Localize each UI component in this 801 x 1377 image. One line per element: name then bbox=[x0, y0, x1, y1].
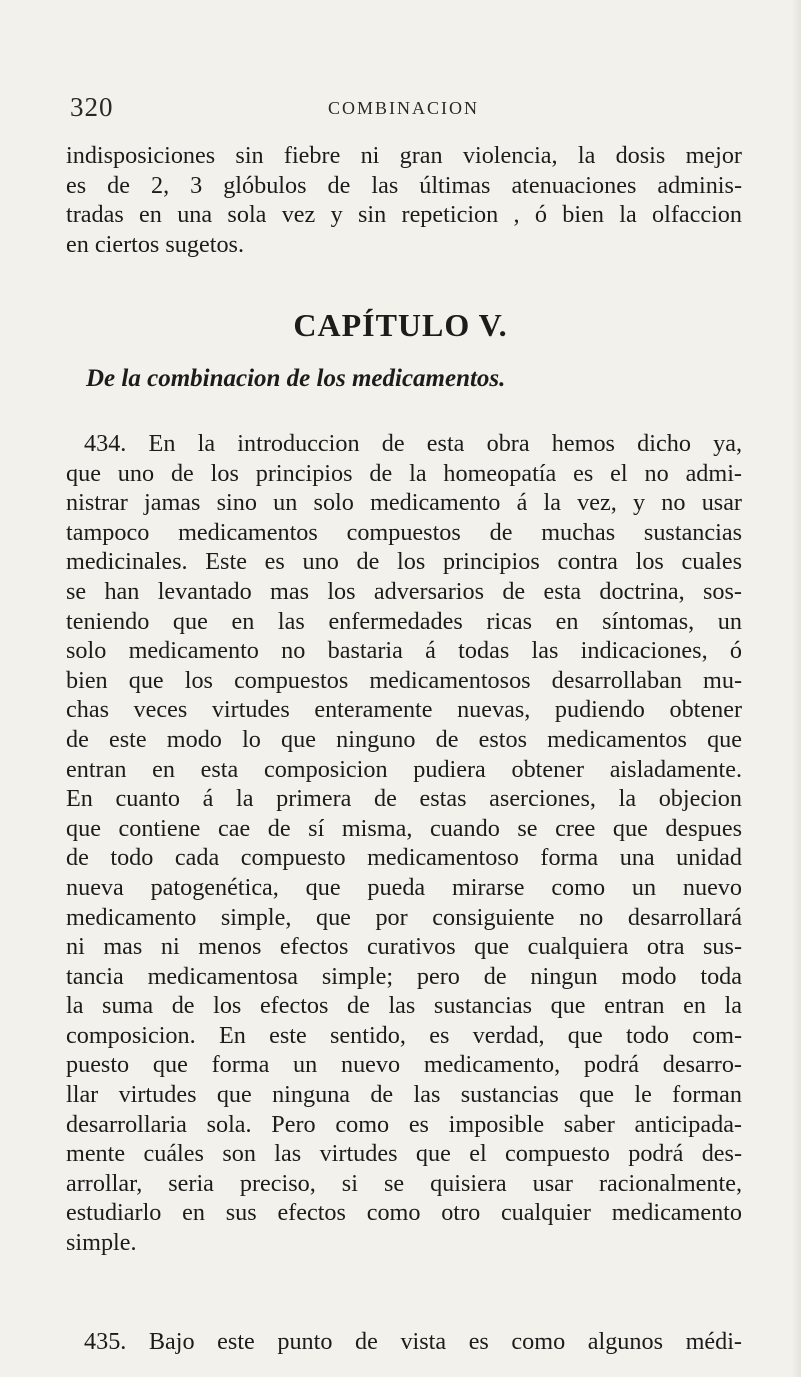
running-title: COMBINACION bbox=[328, 98, 480, 118]
text-line: desarrollaria sola. Pero como es imposible saber anticipada- bbox=[66, 1110, 742, 1138]
text-line: que contiene cae de sí misma, cuando se cree que despues bbox=[66, 814, 742, 842]
text-line: indisposiciones sin fiebre ni gran violencia, la dosis mejor bbox=[66, 142, 742, 169]
text-line: simple. bbox=[66, 1229, 137, 1257]
text-line: mente cuáles son las virtudes que el compuesto podrá des- bbox=[66, 1140, 742, 1168]
chapter-subtitle: De la combinacion de los medicamentos. bbox=[86, 365, 506, 392]
text-line: de todo cada compuesto medicamentoso forma una unidad bbox=[66, 844, 742, 872]
text-line: llar virtudes que ninguna de las sustancias que le forman bbox=[66, 1081, 742, 1109]
running-head bbox=[70, 92, 730, 126]
text-line: solo medicamento no bastaria á todas las indicaciones, ó bbox=[66, 637, 742, 665]
text-line: puesto que forma un nuevo medicamento, podrá desarro- bbox=[66, 1051, 742, 1079]
text-line: es de 2, 3 glóbulos de las últimas atenuaciones adminis- bbox=[66, 171, 742, 199]
intro-paragraph bbox=[66, 141, 742, 259]
chapter-heading: CAPÍTULO V. bbox=[293, 307, 508, 343]
text-line: medicinales. Este es uno de los principios contra los cuales bbox=[66, 548, 742, 576]
text-line: arrollar, seria preciso, si se quisiera usar racionalmente, bbox=[66, 1169, 742, 1197]
text-line: tradas en una sola vez y sin repeticion , ó bien la olfaccion bbox=[66, 201, 742, 229]
text-line: nistrar jamas sino un solo medicamento á la vez, y no usar bbox=[66, 489, 742, 517]
text-line: que uno de los principios de la homeopatía es el no admi- bbox=[66, 459, 742, 487]
text-line: bien que los compuestos medicamentosos desarrollaban mu- bbox=[66, 666, 742, 694]
text-line: tancia medicamentosa simple; pero de ningun modo toda bbox=[66, 962, 742, 990]
text-line: teniendo que en las enfermedades ricas en síntomas, un bbox=[66, 607, 742, 635]
text-line: En cuanto á la primera de estas aserciones, la objecion bbox=[66, 785, 742, 813]
page-number: 320 bbox=[70, 92, 114, 122]
text-line: medicamento simple, que por consiguiente no desarrollará bbox=[66, 903, 742, 931]
text-line: se han levantado mas los adversarios de esta doctrina, sos- bbox=[66, 577, 742, 605]
text-line: de este modo lo que ninguno de estos medicamentos que bbox=[66, 725, 742, 753]
text-line: 434. En la introduccion de esta obra hemos dicho ya, bbox=[84, 430, 742, 457]
text-line: estudiarlo en sus efectos como otro cualquier medicamento bbox=[66, 1199, 742, 1227]
text-line: tampoco medicamentos compuestos de muchas sustancias bbox=[66, 518, 742, 546]
paragraph-435 bbox=[66, 1327, 742, 1357]
text-line: entran en esta composicion pudiera obtener aisladamente. bbox=[66, 755, 742, 783]
text-line: chas veces virtudes enteramente nuevas, pudiendo obtener bbox=[66, 696, 742, 724]
text-line: composicion. En este sentido, es verdad, que todo com- bbox=[66, 1021, 742, 1049]
page-edge-shadow bbox=[791, 0, 801, 1377]
text-line: la suma de los efectos de las sustancias que entran en la bbox=[66, 992, 742, 1020]
text-line: en ciertos sugetos. bbox=[66, 230, 245, 258]
paragraph-434 bbox=[66, 429, 742, 1258]
text-line: nueva patogenética, que pueda mirarse como un nuevo bbox=[66, 873, 742, 901]
text-line: 435. Bajo este punto de vista es como algunos médi- bbox=[84, 1328, 742, 1355]
text-line: ni mas ni menos efectos curativos que cualquiera otra sus- bbox=[66, 933, 742, 961]
